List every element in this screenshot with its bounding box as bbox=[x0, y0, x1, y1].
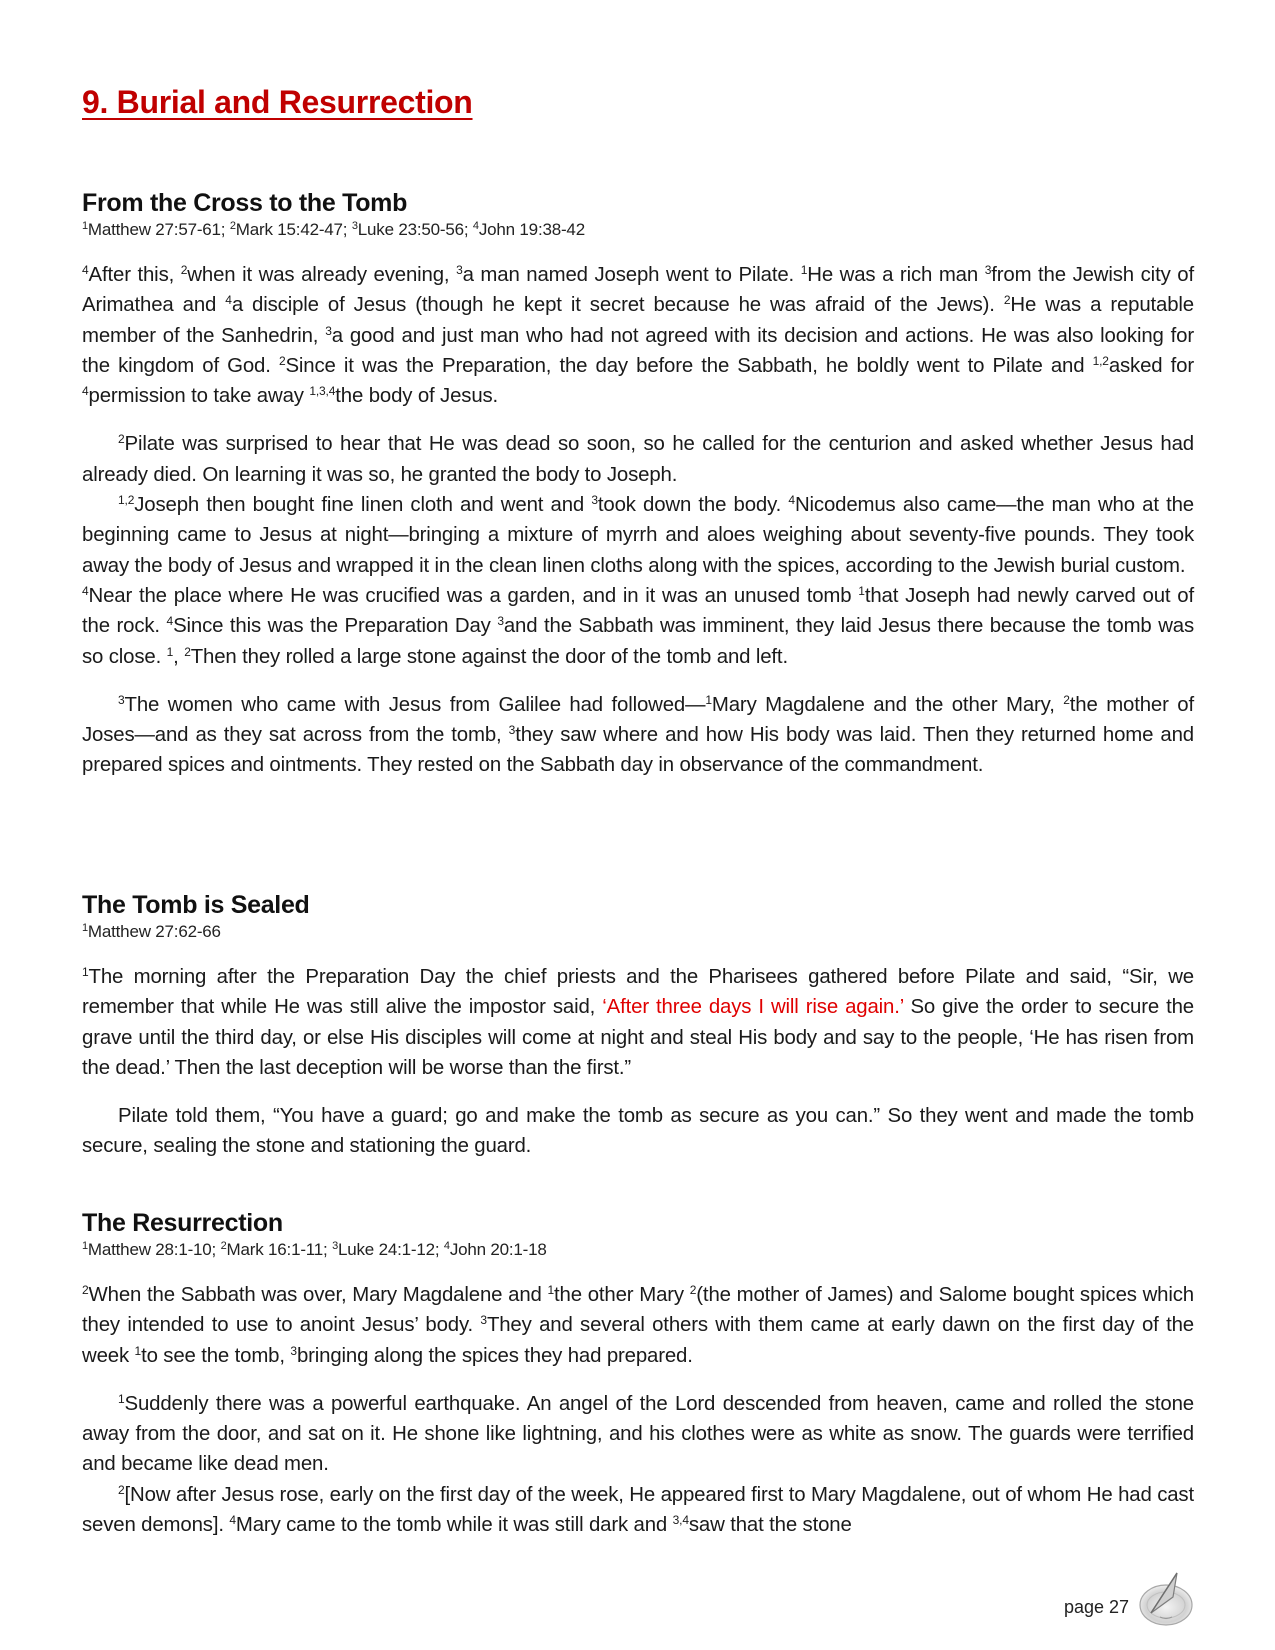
gospel-source-marker: 4 bbox=[225, 293, 232, 308]
scripture-references bbox=[82, 218, 1194, 242]
reference-text: Luke 23:50-56; bbox=[357, 220, 473, 239]
reference-text: Luke 24:1-12; bbox=[338, 1240, 444, 1259]
section-resurrection bbox=[82, 1208, 1194, 1540]
verse-text: (the mother of James) and Salome bought spices which they intended to use to anoint Jesus’ body. bbox=[82, 1284, 1194, 1337]
verse-text: Then they rolled a large stone against the door of the tomb and left. bbox=[190, 645, 788, 668]
verse-text: Since this was the Preparation Day bbox=[173, 615, 498, 638]
verse-text: , bbox=[173, 645, 185, 668]
gospel-source-marker: 3 bbox=[508, 723, 516, 738]
gospel-source-marker: 1 bbox=[800, 263, 808, 277]
verse-text: that Joseph had newly carved out of the rock. bbox=[82, 584, 1194, 638]
section-body bbox=[82, 962, 1194, 1162]
verse-text: Near the place where He was crucified was a garden, and in it was an unused tomb bbox=[88, 584, 859, 607]
gospel-source-marker: 4 bbox=[82, 384, 89, 399]
section-heading: From the Cross to the Tomb bbox=[82, 189, 408, 217]
gospel-source-marker: 1 bbox=[82, 965, 89, 979]
source-number: 3 bbox=[332, 1240, 338, 1252]
scripture-references bbox=[82, 1238, 1194, 1262]
gospel-source-marker: 1 bbox=[118, 1391, 125, 1406]
verse-text: Suddenly there was a powerful earthquake. An angel of the Lord descended from heaven, came and rolled the stone away from the door, and sat on it. He shone like lightning, and his clothes were as white as snow. The guards were terrified and became like dead men. bbox=[82, 1392, 1194, 1476]
section-cross-to-tomb bbox=[82, 188, 1194, 781]
gospel-source-marker: 2 bbox=[184, 644, 191, 659]
gospel-source-marker: 4 bbox=[82, 583, 89, 598]
verse-text: Mary Magdalene and the other Mary, bbox=[711, 693, 1064, 716]
gospel-source-marker: 2 bbox=[1063, 692, 1070, 707]
paragraph bbox=[82, 429, 1194, 490]
paragraph bbox=[82, 581, 1194, 672]
gospel-source-marker: 3 bbox=[118, 692, 125, 707]
verse-text: the body of Jesus. bbox=[335, 385, 499, 408]
verse-text: The morning after the Preparation Day the chief priests and the Pharisees gathered before Pilate and said, “Sir, we remember that while He was still alive the impostor said, bbox=[82, 966, 1194, 1019]
verse-text: He was a rich man bbox=[807, 264, 985, 286]
gospel-source-marker: 3 bbox=[456, 263, 463, 277]
gospel-source-marker: 3,4 bbox=[672, 1513, 689, 1528]
verse-text: Mary came to the tomb while it was still dark and bbox=[235, 1514, 673, 1537]
gospel-source-marker: 3 bbox=[290, 1343, 297, 1358]
page-number: page 27 bbox=[1064, 1597, 1130, 1617]
gospel-source-marker: 3 bbox=[984, 263, 992, 277]
scripture-references bbox=[82, 920, 1194, 944]
gospel-source-marker: 4 bbox=[788, 493, 795, 508]
gospel-source-marker: 1,2 bbox=[118, 493, 135, 508]
verse-text: and the Sabbath was imminent, they laid Jesus there because the tomb was so close. bbox=[82, 615, 1195, 668]
verse-text: a good and just man who had not agreed with its decision and actions. He was also looking for the kingdom of God. bbox=[82, 324, 1194, 377]
gospel-source-marker: 1,3,4 bbox=[309, 384, 336, 399]
gospel-source-marker: 3 bbox=[591, 493, 598, 508]
section-heading: The Tomb is Sealed bbox=[82, 891, 310, 919]
section-body bbox=[82, 1280, 1194, 1540]
verse-text: from the Jewish city of Arimathea and bbox=[82, 264, 1194, 317]
source-number: 4 bbox=[472, 220, 479, 232]
source-number: 1 bbox=[82, 220, 88, 232]
gospel-source-marker: 1,2 bbox=[1092, 353, 1109, 368]
verse-text: So give the order to secure the grave until the third day, or else His disciples will come at night and steal His body and say to the people, ‘He has risen from the dead.’ Then the last deception will be worse than the first.” bbox=[82, 996, 1194, 1079]
gospel-source-marker: 2 bbox=[118, 1482, 125, 1497]
verse-text: Nicodemus also came—the man who at the beginning came to Jesus at night—bringing a mixture of myrrh and aloes weighing about seventy-five pounds. They took away the body of Jesus and wrapped it in the clean linen cloths along with the spices, according to the Jewish burial custom. bbox=[82, 494, 1194, 577]
source-number: 1 bbox=[82, 1240, 88, 1252]
gospel-source-marker: 1 bbox=[858, 583, 865, 598]
verse-text: [Now after Jesus rose, early on the first day of the week, He appeared first to Mary Magdalene, out of whom He had cast seven demons]. bbox=[82, 1483, 1194, 1537]
gospel-source-marker: 1 bbox=[705, 692, 712, 707]
section-tomb-sealed bbox=[82, 890, 1194, 1162]
gospel-source-marker: 3 bbox=[497, 614, 504, 629]
reference-text: Matthew 27:57-61; bbox=[87, 220, 230, 239]
gospel-source-marker: 3 bbox=[325, 323, 332, 338]
verse-text: asked for bbox=[1108, 354, 1194, 377]
verse-text: a man named Joseph went to Pilate. bbox=[462, 264, 801, 286]
paragraph bbox=[82, 1389, 1194, 1480]
gospel-source-marker: 4 bbox=[82, 263, 89, 277]
verse-text: bringing along the spices they had prepared. bbox=[296, 1344, 693, 1367]
reference-text: Matthew 27:62-66 bbox=[87, 922, 221, 941]
gospel-source-marker: 1 bbox=[166, 644, 174, 659]
gospel-source-marker: 2 bbox=[118, 432, 125, 447]
gospel-source-marker: 1 bbox=[134, 1343, 142, 1358]
reference-text: Mark 15:42-47; bbox=[235, 220, 352, 239]
verse-text: Pilate was surprised to hear that He was dead so soon, so he called for the centurion and asked whether Jesus had already died. On learning it was so, he granted the body to Joseph. bbox=[82, 433, 1194, 486]
gospel-source-marker: 4 bbox=[166, 614, 174, 629]
source-number: 3 bbox=[351, 220, 358, 232]
verse-text: when it was already evening, bbox=[187, 264, 457, 286]
verse-text: saw that the stone bbox=[688, 1514, 852, 1537]
reference-text: John 20:1-18 bbox=[449, 1240, 547, 1259]
verse-text: to see the tomb, bbox=[141, 1344, 291, 1367]
gospel-source-marker: 2 bbox=[180, 263, 188, 277]
paragraph bbox=[82, 690, 1194, 781]
verse-text: a disciple of Jesus (though he kept it secret because he was afraid of the Jews). bbox=[231, 294, 1004, 317]
gospel-source-marker: 1 bbox=[547, 1283, 555, 1297]
verse-text: Pilate told them, “You have a guard; go and make the tomb as secure as you can.” So they went and made the tomb secure, sealing the stone and stationing the guard. bbox=[82, 1105, 1194, 1158]
verse-text: He was a reputable member of the Sanhedrin, bbox=[82, 294, 1194, 347]
words-of-jesus: ‘After three days I will rise again.’ bbox=[602, 996, 904, 1019]
section-heading: The Resurrection bbox=[82, 1209, 283, 1237]
reference-text: Matthew 28:1-10; bbox=[87, 1240, 221, 1259]
verse-text: The women who came with Jesus from Galilee had followed— bbox=[124, 693, 706, 716]
gospel-source-marker: 4 bbox=[229, 1513, 236, 1528]
verse-text: After this, bbox=[88, 264, 181, 286]
gospel-source-marker: 2 bbox=[82, 1283, 89, 1297]
reference-text: John 19:38-42 bbox=[478, 220, 585, 239]
verse-text: permission to take away bbox=[88, 385, 310, 408]
gospel-source-marker: 3 bbox=[480, 1313, 487, 1328]
gospel-source-marker: 2 bbox=[278, 353, 286, 368]
section-body bbox=[82, 260, 1194, 781]
paragraph bbox=[82, 1101, 1194, 1162]
gospel-source-marker: 2 bbox=[689, 1283, 697, 1297]
paragraph bbox=[82, 1280, 1194, 1371]
verse-text: Joseph then bought fine linen cloth and went and bbox=[134, 494, 592, 517]
verse-text: the mother of Joses—and as they sat across from the tomb, bbox=[82, 693, 1194, 747]
source-number: 2 bbox=[220, 1240, 227, 1252]
verse-text: They and several others with them came at early dawn on the first day of the week bbox=[82, 1314, 1194, 1367]
paragraph bbox=[82, 260, 1194, 411]
verse-text: they saw where and how His body was laid. Then they returned home and prepared spices and ointments. They rested on the Sabbath day in observance of the commandment. bbox=[82, 724, 1194, 777]
source-number: 2 bbox=[229, 220, 236, 232]
paragraph bbox=[82, 962, 1194, 1083]
chapter-title: 9. Burial and Resurrection bbox=[82, 84, 473, 120]
gospel-source-marker: 2 bbox=[1003, 293, 1011, 308]
verse-text: When the Sabbath was over, Mary Magdalene and bbox=[88, 1284, 548, 1306]
sundial-icon bbox=[1137, 1567, 1195, 1629]
reference-text: Mark 16:1-11; bbox=[226, 1240, 333, 1259]
verse-text: Since it was the Preparation, the day before the Sabbath, he boldly went to Pilate and bbox=[285, 354, 1093, 377]
source-number: 4 bbox=[443, 1240, 450, 1252]
paragraph bbox=[82, 1480, 1194, 1541]
verse-text: the other Mary bbox=[554, 1284, 690, 1306]
verse-text: took down the body. bbox=[597, 494, 789, 517]
source-number: 1 bbox=[82, 922, 88, 934]
paragraph bbox=[82, 490, 1194, 581]
